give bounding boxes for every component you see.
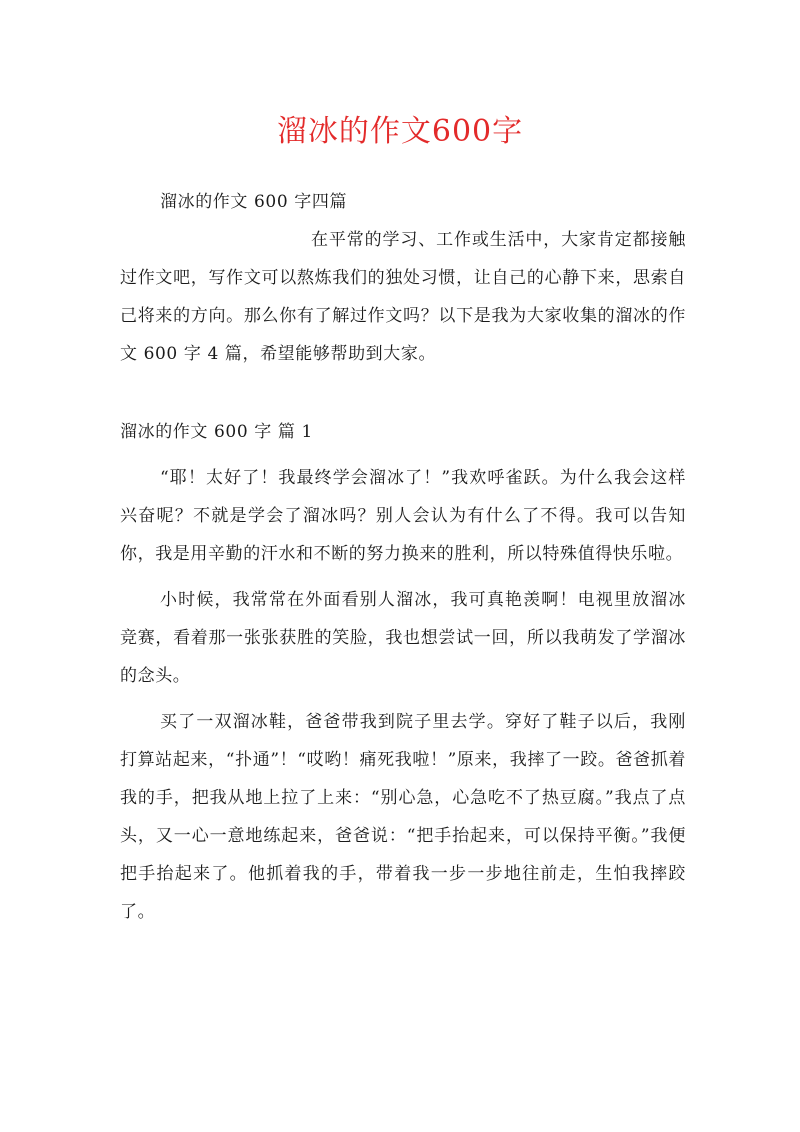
body-paragraph: 小时候，我常常在外面看别人溜冰，我可真艳羡啊！电视里放溜冰竞赛，看着那一张张获胜的笑脸，我也想尝试一回，所以我萌发了学溜冰的念头。	[120, 590, 686, 686]
intro-paragraph: 在平常的学习、工作或生活中，大家肯定都接触过作文吧，写作文可以熬炼我们的独处习惯，让自己的心静下来，思索自己将来的方向。那么你有了解过作文吗？以下是我为大家收集的溜冰的作文 600 字 4 篇，希望能够帮助到大家。	[120, 230, 686, 364]
body-paragraph: 买了一双溜冰鞋，爸爸带我到院子里去学。穿好了鞋子以后，我刚打算站起来，“扑通”！“哎哟！痛死我啦！”原来，我摔了一跤。爸爸抓着我的手，把我从地上拉了上来：“别心急，心急吃不了热豆腐。”我点了点头，又一心一意地练起来，爸爸说：“把手抬起来，可以保持平衡。”我便把手抬起来了。他抓着我的手，带着我一步一步地往前走，生怕我摔跤了。	[120, 712, 686, 922]
document-subtitle: 溜冰的作文 600 字四篇	[160, 192, 348, 212]
document-title: 溜冰的作文600字	[276, 114, 524, 149]
document-body	[120, 183, 686, 931]
section-heading: 溜冰的作文 600 字 篇 1	[120, 422, 313, 442]
body-paragraph: “耶！太好了！我最终学会溜冰了！”我欢呼雀跃。为什么我会这样兴奋呢？不就是学会了溜冰吗？别人会认为有什么了不得。我可以告知你，我是用辛勤的汗水和不断的努力换来的胜利，所以特殊值得快乐啦。	[120, 468, 686, 564]
